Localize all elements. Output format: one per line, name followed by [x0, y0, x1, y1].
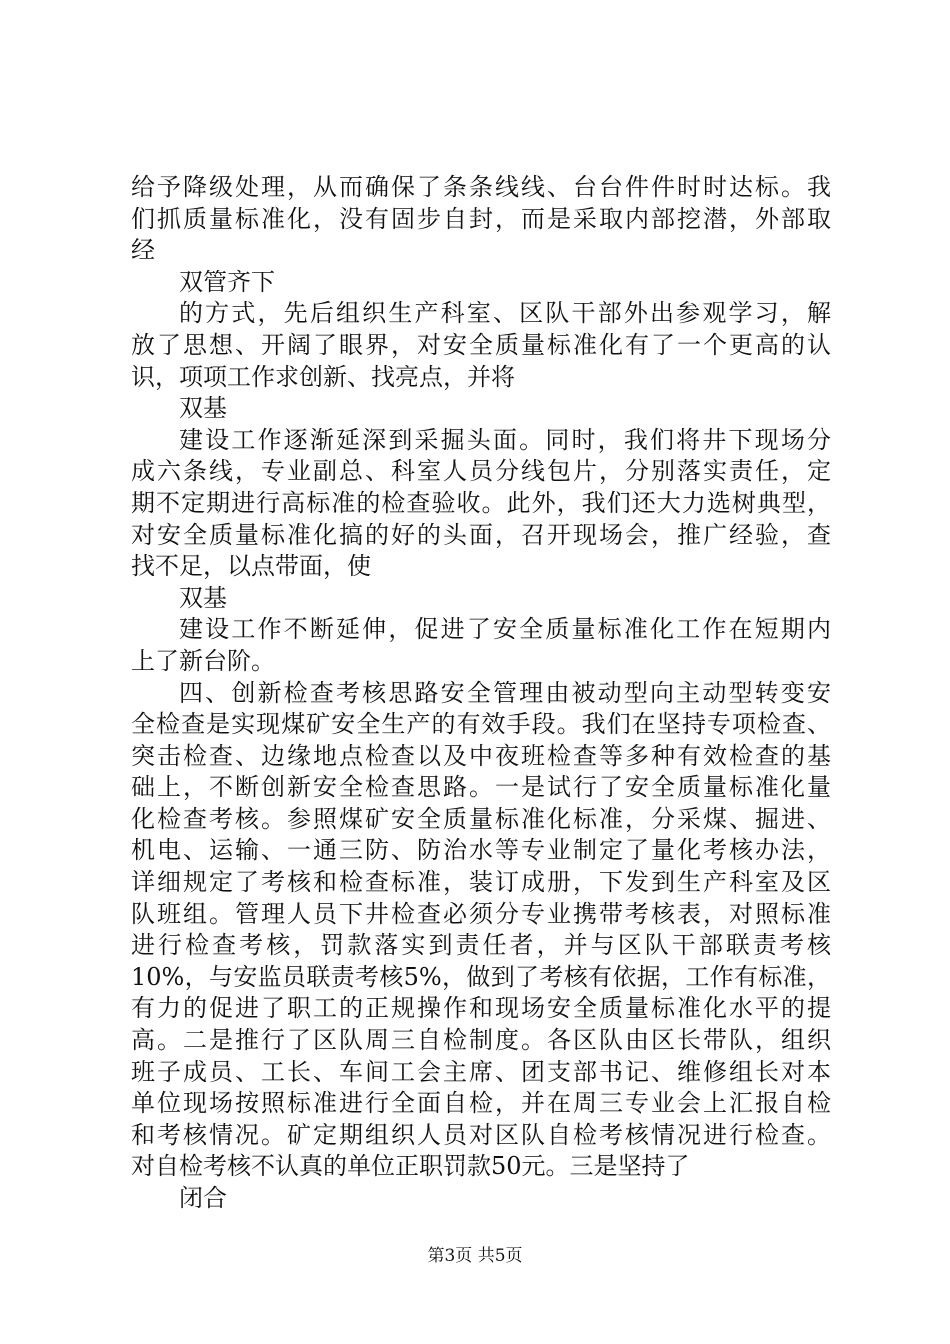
text-line: 建设工作逐渐延深到采掘头面。同时，我们将井下现场分: [179, 425, 831, 454]
text-line: 突击检查、边缘地点检查以及中夜班检查等多种有效检查的基: [131, 741, 831, 770]
text-line: 闭合: [179, 1184, 227, 1212]
text-line: 四、创新检查考核思路安全管理由被动型向主动型转变安: [179, 678, 831, 707]
text-line: 队班组。管理人员下井检查必须分专业携带考核表，对照标准: [131, 899, 831, 928]
text-line: 全检查是实现煤矿安全生产的有效手段。我们在坚持专项检查、: [131, 710, 831, 739]
text-line: 成六条线，专业副总、科室人员分线包片，分别落实责任，定: [131, 457, 831, 486]
text-line: 有力的促进了职工的正规操作和现场安全质量标准化水平的提: [131, 994, 831, 1023]
text-line: 和考核情况。矿定期组织人员对区队自检考核情况进行检查。: [131, 1120, 831, 1149]
text-line: 双基: [179, 394, 227, 423]
text-line: 建设工作不断延伸，促进了安全质量标准化工作在短期内: [179, 615, 831, 644]
text-line: 机电、运输、一通三防、防治水等专业制定了量化考核办法，: [131, 836, 831, 865]
text-line: 期不定期进行高标准的检查验收。此外，我们还大力选树典型，: [131, 488, 831, 517]
text-line: 10%，与安监员联责考核5%，做到了考核有依据，工作有标准，: [131, 962, 831, 991]
text-line: 给予降级处理，从而确保了条条线线、台台件件时时达标。我: [131, 173, 831, 201]
text-line: 高。二是推行了区队周三自检制度。各区队由区长带队，组织: [131, 1026, 831, 1055]
text-line: 对安全质量标准化搞的好的头面，召开现场会，推广经验，查: [131, 520, 831, 549]
text-line: 班子成员、工长、车间工会主席、团支部书记、维修组长对本: [131, 1057, 831, 1086]
page-footer: 第3页 共5页: [427, 1246, 523, 1266]
text-line: 放了思想、开阔了眼界，对安全质量标准化有了一个更高的认: [131, 330, 831, 359]
text-line: 双基: [179, 583, 227, 612]
text-line: 双管齐下: [179, 267, 275, 296]
text-line: 进行检查考核，罚款落实到责任者，并与区队干部联责考核: [131, 931, 831, 960]
text-line: 上了新台阶。: [131, 646, 275, 675]
text-line: 的方式，先后组织生产科室、区队干部外出参观学习，解: [179, 299, 831, 328]
text-line: 详细规定了考核和检查标准，装订成册，下发到生产科室及区: [131, 868, 831, 897]
body-text: [131, 172, 831, 1215]
text-line: 础上，不断创新安全检查思路。一是试行了安全质量标准化量: [131, 773, 831, 802]
text-line: 识，项项工作求创新、找亮点，并将: [131, 362, 515, 391]
text-line: 们抓质量标准化，没有固步自封，而是采取内部挖潜，外部取: [131, 204, 831, 233]
text-line: 化检查考核。参照煤矿安全质量标准化标准，分采煤、掘进、: [131, 804, 831, 833]
text-line: 经: [131, 236, 155, 265]
text-line: 单位现场按照标准进行全面自检，并在周三专业会上汇报自检: [131, 1089, 831, 1118]
text-line: 对自检考核不认真的单位正职罚款50元。三是坚持了: [131, 1152, 690, 1181]
text-line: 找不足，以点带面，使: [131, 552, 371, 581]
